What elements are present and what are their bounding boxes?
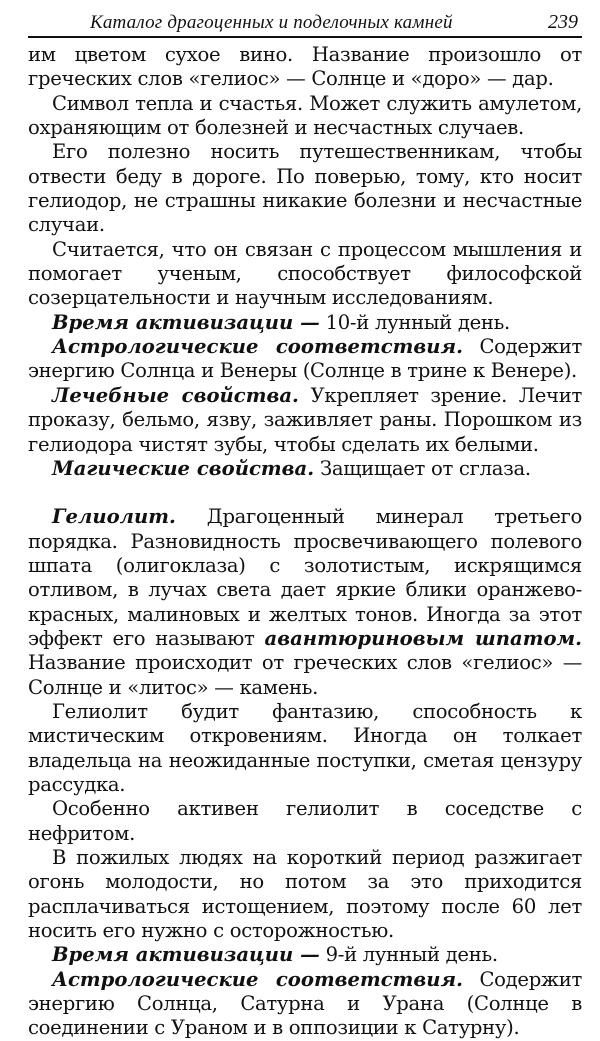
activation-label: Время активизации — — [52, 310, 320, 334]
entry-name: Гелиолит. — [52, 505, 176, 529]
entry-intro-end: Название происходит от греческих слов «гелиос» — Солнце и «литос» — камень. — [28, 651, 582, 699]
paragraph: В пожилых людях на короткий период разжигает огонь молодости, но потом за это приходится расплачиваться истощением, поэтому после 60 лет носить его нужно с осторожностью. — [28, 846, 582, 943]
activation-label: Время активизации — — [52, 943, 320, 967]
paragraph: им цветом сухое вино. Название произошло от греческих слов «гелиос» — Солнце и «доро» — дар. — [28, 43, 582, 91]
paragraph: Символ тепла и счастья. Может служить амулетом, охраняющим от болезней и несчастных случаев. — [28, 91, 582, 140]
paragraph: Считается, что он связан с процессом мышления и помогает ученым, способствует философской созерцательности и научным исследованиям. — [28, 237, 582, 310]
healing-label: Лечебные свойства. — [52, 383, 299, 407]
running-title: Каталог драгоценных и поделочных камней — [90, 12, 453, 33]
paragraph: Его полезно носить путешественникам, чтобы отвести беду в дороге. По поверью, тому, кто носит гелиодор, не страшны никакие болезни и несчастные случаи. — [28, 140, 582, 237]
healing-text: Укрепляет зрение. Лечит проказу, бельмо, язву, заживляет раны. Порошком из гелиодора чистят зубы, чтобы сделать их белыми. — [28, 383, 582, 456]
magic-text: Защищает от сглаза. — [314, 456, 531, 480]
activation-text: 9-й лунный день. — [319, 943, 498, 967]
running-header — [28, 0, 582, 38]
property-paragraph — [28, 968, 582, 1041]
paragraph: Гелиолит будит фантазию, способность к мистическим откровениям. Иногда он толкает владельца на неожиданные поступки, сметая цензуру рассудка. — [28, 699, 582, 796]
activation-text: 10-й лунный день. — [319, 310, 510, 334]
page-body — [28, 38, 582, 1041]
astrology-text: Содержит энергию Солнца, Сатурна и Урана (Солнце в соединении с Ураном и в оппозиции к Сатурну). — [28, 967, 582, 1040]
magic-label: Магические свойства. — [52, 456, 315, 480]
property-paragraph — [28, 457, 582, 481]
paragraph: Особенно активен гелиолит в соседстве с нефритом. — [28, 797, 582, 845]
astrology-label: Астрологические соответствия. — [52, 967, 463, 991]
property-paragraph — [28, 335, 582, 384]
alt-name: авантюриновым шпатом. — [264, 626, 582, 650]
property-paragraph — [28, 384, 582, 457]
entry-intro-paragraph — [28, 505, 582, 700]
property-paragraph — [28, 943, 582, 967]
astrology-label: Астрологические соответствия. — [52, 335, 463, 359]
page-number: 239 — [548, 11, 578, 33]
entry-intro-text: Драгоценный минерал третьего порядка. Разновидность просвечивающего полевого шпата (олигоклаза) с золотистым, искрящимся отливом, в лучах света дает яркие блики оранжево-красных, малиновых и желтых тонов. Иногда за этот эффект его называют — [28, 505, 582, 650]
property-paragraph — [28, 311, 582, 335]
section-gap — [28, 481, 582, 505]
astrology-text: Содержит энергию Солнца и Венеры (Солнце в трине к Венере). — [28, 335, 582, 383]
